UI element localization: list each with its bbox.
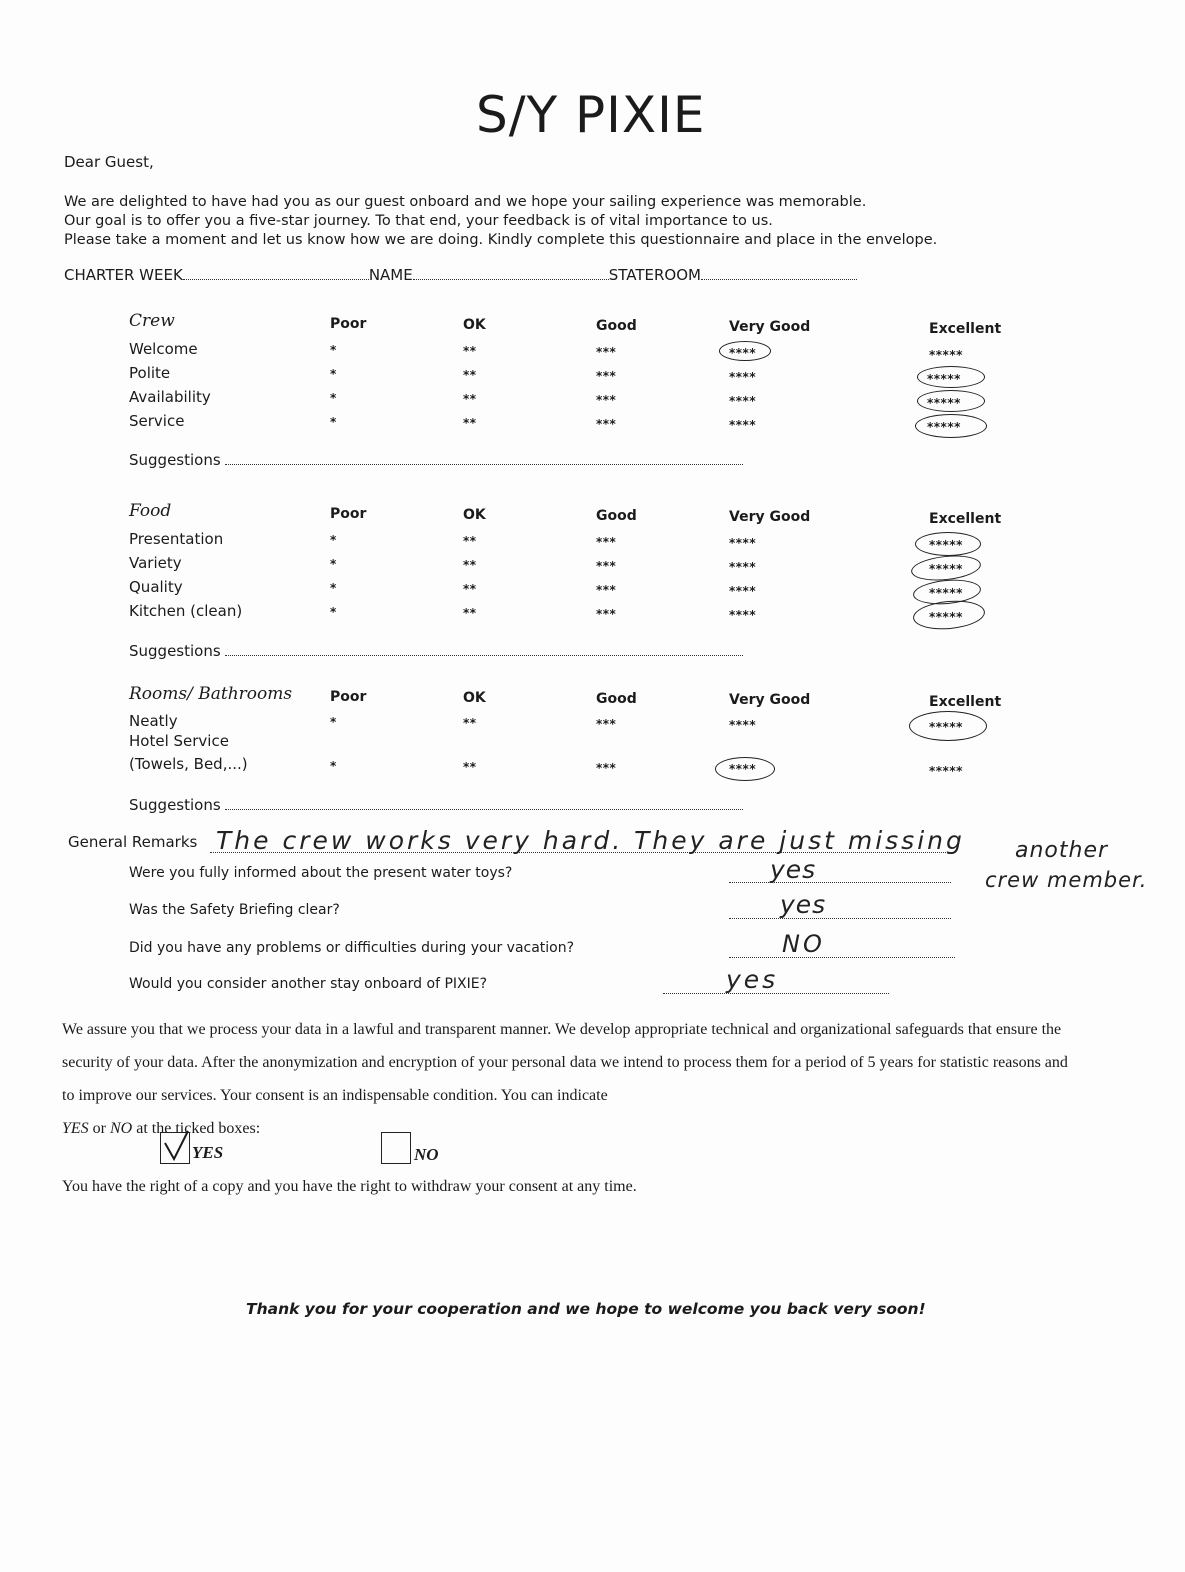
rating-excellent[interactable]: ***** bbox=[929, 610, 963, 624]
section-title-crew: Crew bbox=[129, 311, 175, 331]
row-label-towels-bed: (Towels, Bed,...) bbox=[129, 755, 248, 773]
rating-excellent[interactable]: ***** bbox=[929, 764, 963, 778]
privacy-or-word: or bbox=[92, 1120, 106, 1137]
rating-poor[interactable]: * bbox=[330, 581, 337, 595]
rating-good[interactable]: *** bbox=[596, 559, 617, 573]
suggestions-field[interactable] bbox=[225, 796, 743, 810]
selected-rating-circle bbox=[915, 414, 987, 438]
rating-ok[interactable]: ** bbox=[463, 368, 477, 382]
question-stay-again: Would you consider another stay onboard of PIXIE? bbox=[129, 976, 488, 992]
checkmark-icon bbox=[161, 1129, 191, 1163]
food-suggestions bbox=[129, 642, 743, 660]
selected-rating-circle bbox=[915, 532, 981, 556]
answer-line[interactable] bbox=[729, 918, 951, 919]
rating-very-good[interactable]: **** bbox=[729, 536, 757, 550]
question-water-toys: Were you fully informed about the present water toys? bbox=[129, 865, 513, 881]
section-title-food: Food bbox=[129, 501, 172, 521]
rating-good[interactable]: *** bbox=[596, 583, 617, 597]
rating-excellent[interactable]: ***** bbox=[927, 396, 961, 410]
row-label-polite: Polite bbox=[129, 364, 171, 382]
header-very-good: Very Good bbox=[729, 509, 811, 525]
row-label-service: Service bbox=[129, 412, 185, 430]
closing-message: Thank you for your cooperation and we hope to welcome you back very soon! bbox=[246, 1300, 926, 1318]
rating-very-good[interactable]: **** bbox=[729, 394, 757, 408]
rating-very-good[interactable]: **** bbox=[729, 418, 757, 432]
data-privacy-paragraph bbox=[62, 1013, 1072, 1145]
rating-poor[interactable]: * bbox=[330, 343, 337, 357]
consent-no-label: NO bbox=[414, 1145, 439, 1164]
privacy-text: We assure you that we process your data in a lawful and transparent manner. We develop appropriate technical and organizational safeguards that ensure the security of your data. After the anonymization and encryption of your personal data we intend to process them for a period of 5 years for statistic reasons and to improve our services. Your consent is an indispensable condition. You can indicate bbox=[62, 1021, 1068, 1104]
header-poor: Poor bbox=[330, 506, 367, 522]
rating-excellent[interactable]: ***** bbox=[929, 562, 963, 576]
general-remarks-answer-cont: another bbox=[1015, 838, 1109, 863]
rating-very-good[interactable]: **** bbox=[729, 560, 757, 574]
header-ok: OK bbox=[463, 507, 486, 523]
charter-week-field[interactable] bbox=[183, 266, 369, 280]
rating-good[interactable]: *** bbox=[596, 761, 617, 775]
rating-ok[interactable]: ** bbox=[463, 392, 477, 406]
rating-excellent[interactable]: ***** bbox=[929, 720, 963, 734]
rating-ok[interactable]: ** bbox=[463, 582, 477, 596]
stateroom-field[interactable] bbox=[701, 266, 857, 280]
crew-suggestions bbox=[129, 451, 743, 469]
rating-good[interactable]: *** bbox=[596, 393, 617, 407]
rating-poor[interactable]: * bbox=[330, 605, 337, 619]
intro-line-2: Our goal is to offer you a five-star journey. To that end, your feedback is of vital importance to us. bbox=[64, 213, 773, 229]
rating-good[interactable]: *** bbox=[596, 369, 617, 383]
row-label-variety: Variety bbox=[129, 554, 182, 572]
header-ok: OK bbox=[463, 317, 486, 333]
row-label-presentation: Presentation bbox=[129, 530, 224, 548]
selected-rating-circle bbox=[719, 341, 771, 361]
rating-poor[interactable]: * bbox=[330, 391, 337, 405]
rating-ok[interactable]: ** bbox=[463, 760, 477, 774]
rating-ok[interactable]: ** bbox=[463, 558, 477, 572]
page-title: S/Y PIXIE bbox=[476, 86, 706, 144]
rating-excellent[interactable]: ***** bbox=[929, 586, 963, 600]
suggestions-field[interactable] bbox=[225, 642, 743, 656]
selected-rating-circle bbox=[917, 390, 985, 412]
rating-poor[interactable]: * bbox=[330, 415, 337, 429]
rating-ok[interactable]: ** bbox=[463, 344, 477, 358]
rating-very-good[interactable]: **** bbox=[729, 584, 757, 598]
section-title-rooms: Rooms/ Bathrooms bbox=[129, 684, 293, 704]
suggestions-field[interactable] bbox=[225, 451, 743, 465]
charter-fields-row bbox=[64, 266, 857, 284]
question-safety-briefing: Was the Safety Briefing clear? bbox=[129, 902, 340, 918]
suggestions-label: Suggestions bbox=[129, 642, 221, 660]
rating-poor[interactable]: * bbox=[330, 759, 337, 773]
consent-yes-label: YES bbox=[192, 1143, 224, 1162]
header-excellent: Excellent bbox=[929, 321, 1002, 337]
name-field[interactable] bbox=[413, 266, 609, 280]
selected-rating-circle bbox=[909, 711, 987, 741]
rating-very-good[interactable]: **** bbox=[729, 346, 757, 360]
greeting: Dear Guest, bbox=[64, 153, 154, 171]
rating-very-good[interactable]: **** bbox=[729, 608, 757, 622]
answer-line[interactable] bbox=[729, 882, 951, 883]
header-ok: OK bbox=[463, 690, 486, 706]
rating-good[interactable]: *** bbox=[596, 535, 617, 549]
rating-very-good[interactable]: **** bbox=[729, 370, 757, 384]
rating-good[interactable]: *** bbox=[596, 417, 617, 431]
name-label: NAME bbox=[368, 266, 413, 284]
rating-ok[interactable]: ** bbox=[463, 416, 477, 430]
rating-very-good[interactable]: **** bbox=[729, 718, 757, 732]
row-label-quality: Quality bbox=[129, 578, 183, 596]
row-label-hotel-service: Hotel Service bbox=[129, 732, 229, 750]
privacy-no-word: NO bbox=[110, 1120, 133, 1137]
rating-excellent[interactable]: ***** bbox=[927, 420, 961, 434]
selected-rating-circle bbox=[912, 598, 986, 632]
rating-excellent[interactable]: ***** bbox=[929, 538, 963, 552]
row-label-welcome: Welcome bbox=[129, 340, 198, 358]
rating-poor[interactable]: * bbox=[330, 715, 337, 729]
rating-poor[interactable]: * bbox=[330, 367, 337, 381]
rating-poor[interactable]: * bbox=[330, 533, 337, 547]
answer-water-toys: yes bbox=[770, 855, 817, 884]
header-good: Good bbox=[596, 318, 637, 334]
rating-ok[interactable]: ** bbox=[463, 534, 477, 548]
rating-ok[interactable]: ** bbox=[463, 716, 477, 730]
row-label-availability: Availability bbox=[129, 388, 211, 406]
rating-ok[interactable]: ** bbox=[463, 606, 477, 620]
suggestions-label: Suggestions bbox=[129, 796, 221, 814]
header-good: Good bbox=[596, 508, 637, 524]
selected-rating-circle bbox=[917, 366, 985, 388]
general-remarks-label: General Remarks bbox=[68, 833, 198, 851]
general-remarks-answer-cont-2: crew member. bbox=[985, 868, 1148, 892]
header-poor: Poor bbox=[330, 689, 367, 705]
rooms-suggestions bbox=[129, 796, 743, 814]
selected-rating-circle bbox=[715, 757, 775, 781]
header-excellent: Excellent bbox=[929, 511, 1002, 527]
rating-excellent[interactable]: ***** bbox=[929, 348, 963, 362]
answer-safety-briefing: yes bbox=[780, 890, 827, 919]
consent-no-checkbox[interactable] bbox=[381, 1132, 411, 1164]
rating-good[interactable]: *** bbox=[596, 345, 617, 359]
intro-line-3: Please take a moment and let us know how we are doing. Kindly complete this questionnaire and place in the envelope. bbox=[64, 232, 938, 248]
suggestions-label: Suggestions bbox=[129, 451, 221, 469]
row-label-kitchen: Kitchen (clean) bbox=[129, 602, 243, 620]
row-label-neatly: Neatly bbox=[129, 712, 178, 730]
header-excellent: Excellent bbox=[929, 694, 1002, 710]
rights-statement: You have the right of a copy and you have the right to withdraw your consent at any time. bbox=[62, 1178, 637, 1195]
general-remarks-answer: The crew works very hard. They are just missing bbox=[216, 826, 965, 855]
rating-good[interactable]: *** bbox=[596, 607, 617, 621]
consent-yes-checkbox[interactable] bbox=[160, 1132, 190, 1164]
intro-line-1: We are delighted to have had you as our guest onboard and we hope your sailing experience was memorable. bbox=[64, 194, 867, 210]
header-poor: Poor bbox=[330, 316, 367, 332]
charter-week-label: CHARTER WEEK bbox=[64, 266, 183, 284]
answer-stay-again: yes bbox=[726, 965, 779, 994]
rating-excellent[interactable]: ***** bbox=[927, 372, 961, 386]
stateroom-label: STATEROOM bbox=[608, 266, 701, 284]
selected-rating-circle bbox=[910, 552, 982, 583]
privacy-yes-word: YES bbox=[62, 1120, 89, 1137]
header-very-good: Very Good bbox=[729, 692, 811, 708]
privacy-tail: at the ticked boxes: bbox=[136, 1120, 261, 1137]
rating-good[interactable]: *** bbox=[596, 717, 617, 731]
header-very-good: Very Good bbox=[729, 319, 811, 335]
header-good: Good bbox=[596, 691, 637, 707]
rating-very-good[interactable]: **** bbox=[729, 762, 757, 776]
question-problems: Did you have any problems or difficulties during your vacation? bbox=[129, 940, 575, 956]
answer-line[interactable] bbox=[729, 957, 955, 958]
rating-poor[interactable]: * bbox=[330, 557, 337, 571]
answer-problems: NO bbox=[782, 930, 825, 958]
